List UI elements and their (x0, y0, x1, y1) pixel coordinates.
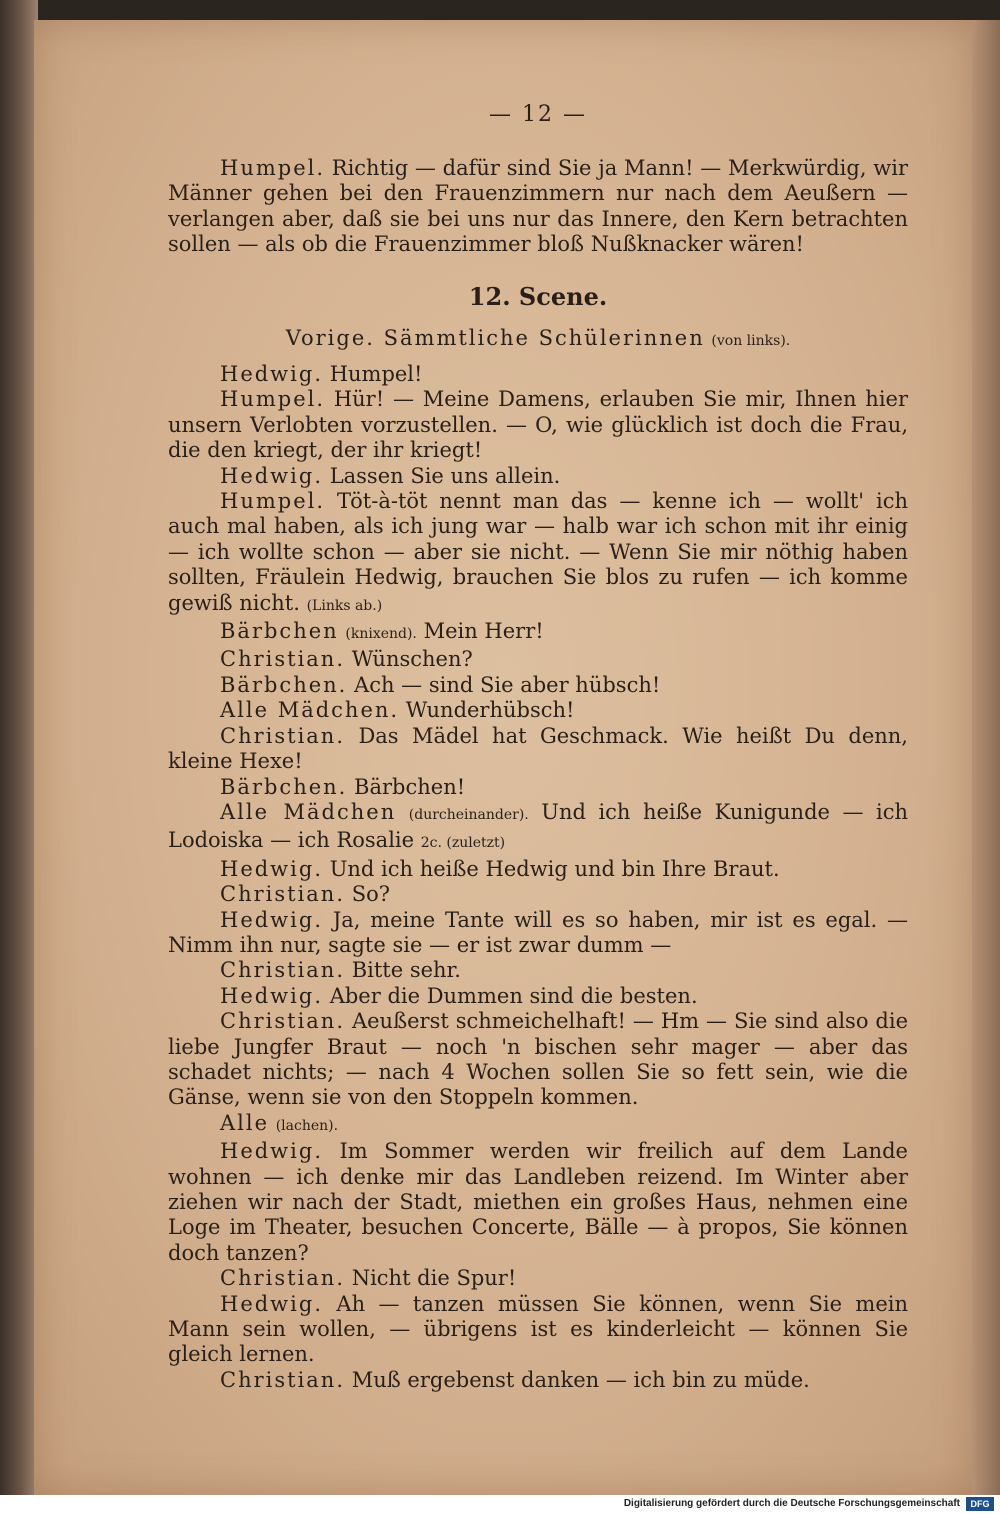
speech-text: Hür! — Meine Damens, erlauben Sie mir, Ihnen hier unsern Verlobten vorzustellen. — O, wie glücklich ist doch die Frau, die den kriegt, der ihr kriegt! (168, 387, 909, 463)
speech-line (168, 1139, 908, 1266)
speaker: Bärbchen (220, 619, 339, 644)
speech-text: Wünschen? (351, 647, 473, 672)
speech-line (168, 1292, 908, 1368)
speech-line (168, 984, 908, 1009)
speaker: Christian. (220, 723, 345, 748)
speech-text: Ah — tanzen müssen Sie können, wenn Sie mein Mann sein wollen, — übrigens ist es kinderleicht — können Sie gleich lernen. (168, 1291, 908, 1367)
stage-direction: (von links). (711, 333, 791, 349)
text-block-top (168, 156, 908, 258)
speech-text: Bärbchen! (354, 774, 466, 799)
speaker: Hedwig. (220, 1291, 323, 1316)
speech-text: Ja, meine Tante will es so haben, mir ist es egal. — Nimm ihn nur, sagte sie — er ist zwar dumm — (168, 907, 908, 957)
speech-line (168, 1111, 908, 1139)
speech-line (168, 464, 908, 489)
book-binding (0, 0, 38, 1495)
speech-text: Richtig — dafür sind Sie ja Mann! — Merkwürdig, wir Männer gehen bei den Frauenzimmern nur nach dem Aeußern — verlangen aber, daß sie bei uns nur das Innere, den Kern betrachten sollen — als ob die Frauenzimmer bloß Nußknacker wären! (168, 156, 908, 257)
speaker: Christian. (220, 647, 345, 672)
cast-list: Vorige. Sämmtliche Schülerinnen (285, 326, 705, 350)
speech-line (168, 619, 908, 647)
speech-text: Töt-à-töt nennt man das — kenne ich — wollt' ich auch mal haben, als ich jung war — halb war ich schon mit ihr einig — ich wollte schon — aber sie nicht. — Wenn Sie mir nöthig haben sollten, Fräulein Hedwig, brauchen Sie blos zu rufen — ich komme gewiß nicht. (168, 489, 908, 615)
speech-line (168, 673, 908, 698)
dfg-logo: DFG (966, 1497, 994, 1511)
speech-line (168, 489, 908, 619)
speech-text: Und ich heiße Kunigunde — ich Lodoiska — ich Rosalie (168, 799, 908, 853)
speech-line (168, 958, 908, 983)
speaker: Alle (220, 1110, 270, 1135)
stage-direction: (lachen). (275, 1117, 339, 1134)
speaker: Christian. (220, 958, 345, 983)
speech-text: Ach — sind Sie aber hübsch! (354, 672, 661, 697)
speech-line (168, 362, 908, 387)
speaker: Hedwig. (220, 856, 323, 881)
speech-text: Mein Herr! (423, 619, 544, 644)
speaker: Humpel. (220, 489, 326, 514)
speech-line (168, 857, 908, 882)
speech-text: Und ich heiße Hedwig und bin Ihre Braut. (329, 856, 780, 881)
speech-text: Wunderhübsch! (405, 698, 575, 723)
speech-line (168, 882, 908, 907)
stage-direction: (Links ab.) (306, 597, 383, 614)
speech-line (168, 698, 908, 723)
speech-line (168, 647, 908, 672)
speech-text: Lassen Sie uns allein. (329, 463, 561, 488)
speaker: Hedwig. (220, 362, 323, 386)
speaker: Humpel. (220, 156, 326, 180)
speech-line (168, 724, 908, 775)
stage-direction: 2c. (zuletzt) (420, 835, 506, 852)
page-edge (972, 20, 1000, 1495)
speech-text: Muß ergebenst danken — ich bin zu müde. (351, 1367, 810, 1392)
speaker: Hedwig. (220, 907, 323, 932)
stage-direction: (durcheinander). (408, 806, 529, 823)
stage-direction: (knixend). (345, 626, 417, 643)
speaker: Christian. (220, 1266, 345, 1291)
speech-text: So? (351, 882, 390, 907)
speech-text: Humpel! (329, 362, 423, 386)
speaker: Christian. (220, 882, 345, 907)
speaker: Alle Mädchen (220, 799, 397, 824)
speaker: Alle Mädchen. (220, 698, 400, 723)
speech-text: Bitte sehr. (351, 958, 461, 983)
page-number: — 12 — (489, 102, 587, 127)
speaker: Hedwig. (220, 463, 323, 488)
speech-line (168, 156, 908, 258)
speaker: Christian. (220, 1367, 345, 1392)
speech-line (168, 908, 908, 959)
speaker: Hedwig. (220, 1139, 323, 1164)
footer-credit: Digitalisierung gefördert durch die Deutsche Forschungsgemeinschaft (623, 1498, 960, 1509)
speech-line (168, 387, 908, 463)
speech-line (168, 800, 908, 857)
speaker: Bärbchen. (220, 672, 348, 697)
speech-text: Im Sommer werden wir freilich auf dem Lande wohnen — ich denke mir das Landleben reizend. Im Winter aber ziehen wir nach der Stadt, miethen ein großes Haus, nehmen eine Loge im Theater, besuchen Concerte, Bälle — à propos, Sie können doch tanzen? (168, 1139, 908, 1265)
speech-text: Aber die Dummen sind die besten. (329, 983, 698, 1008)
speech-line (168, 1368, 908, 1393)
speech-line (168, 775, 908, 800)
speech-line (168, 1266, 908, 1291)
speech-line (168, 1009, 908, 1111)
speech-text: Nicht die Spur! (351, 1266, 517, 1291)
scene-heading: 12. Scene. (468, 282, 608, 311)
speaker: Humpel. (220, 387, 326, 412)
speech-text: Das Mädel hat Geschmack. Wie heißt Du denn, kleine Hexe! (168, 723, 908, 774)
speech-text: Aeußerst schmeichelhaft! — Hm — Sie sind also die liebe Jungfer Braut — noch 'n bischen sehr mager — aber das schadet nichts; — nach 4 Wochen sollen Sie so fett sein, wie die Gänse, wenn sie von den Stoppeln kommen. (168, 1009, 909, 1110)
book-page (34, 20, 974, 1495)
dialogue (168, 362, 908, 1393)
footer-bar (0, 1495, 1000, 1514)
speaker: Bärbchen. (220, 774, 348, 799)
speaker: Hedwig. (220, 983, 323, 1008)
scene-cast (168, 326, 908, 350)
speaker: Christian. (220, 1009, 345, 1034)
